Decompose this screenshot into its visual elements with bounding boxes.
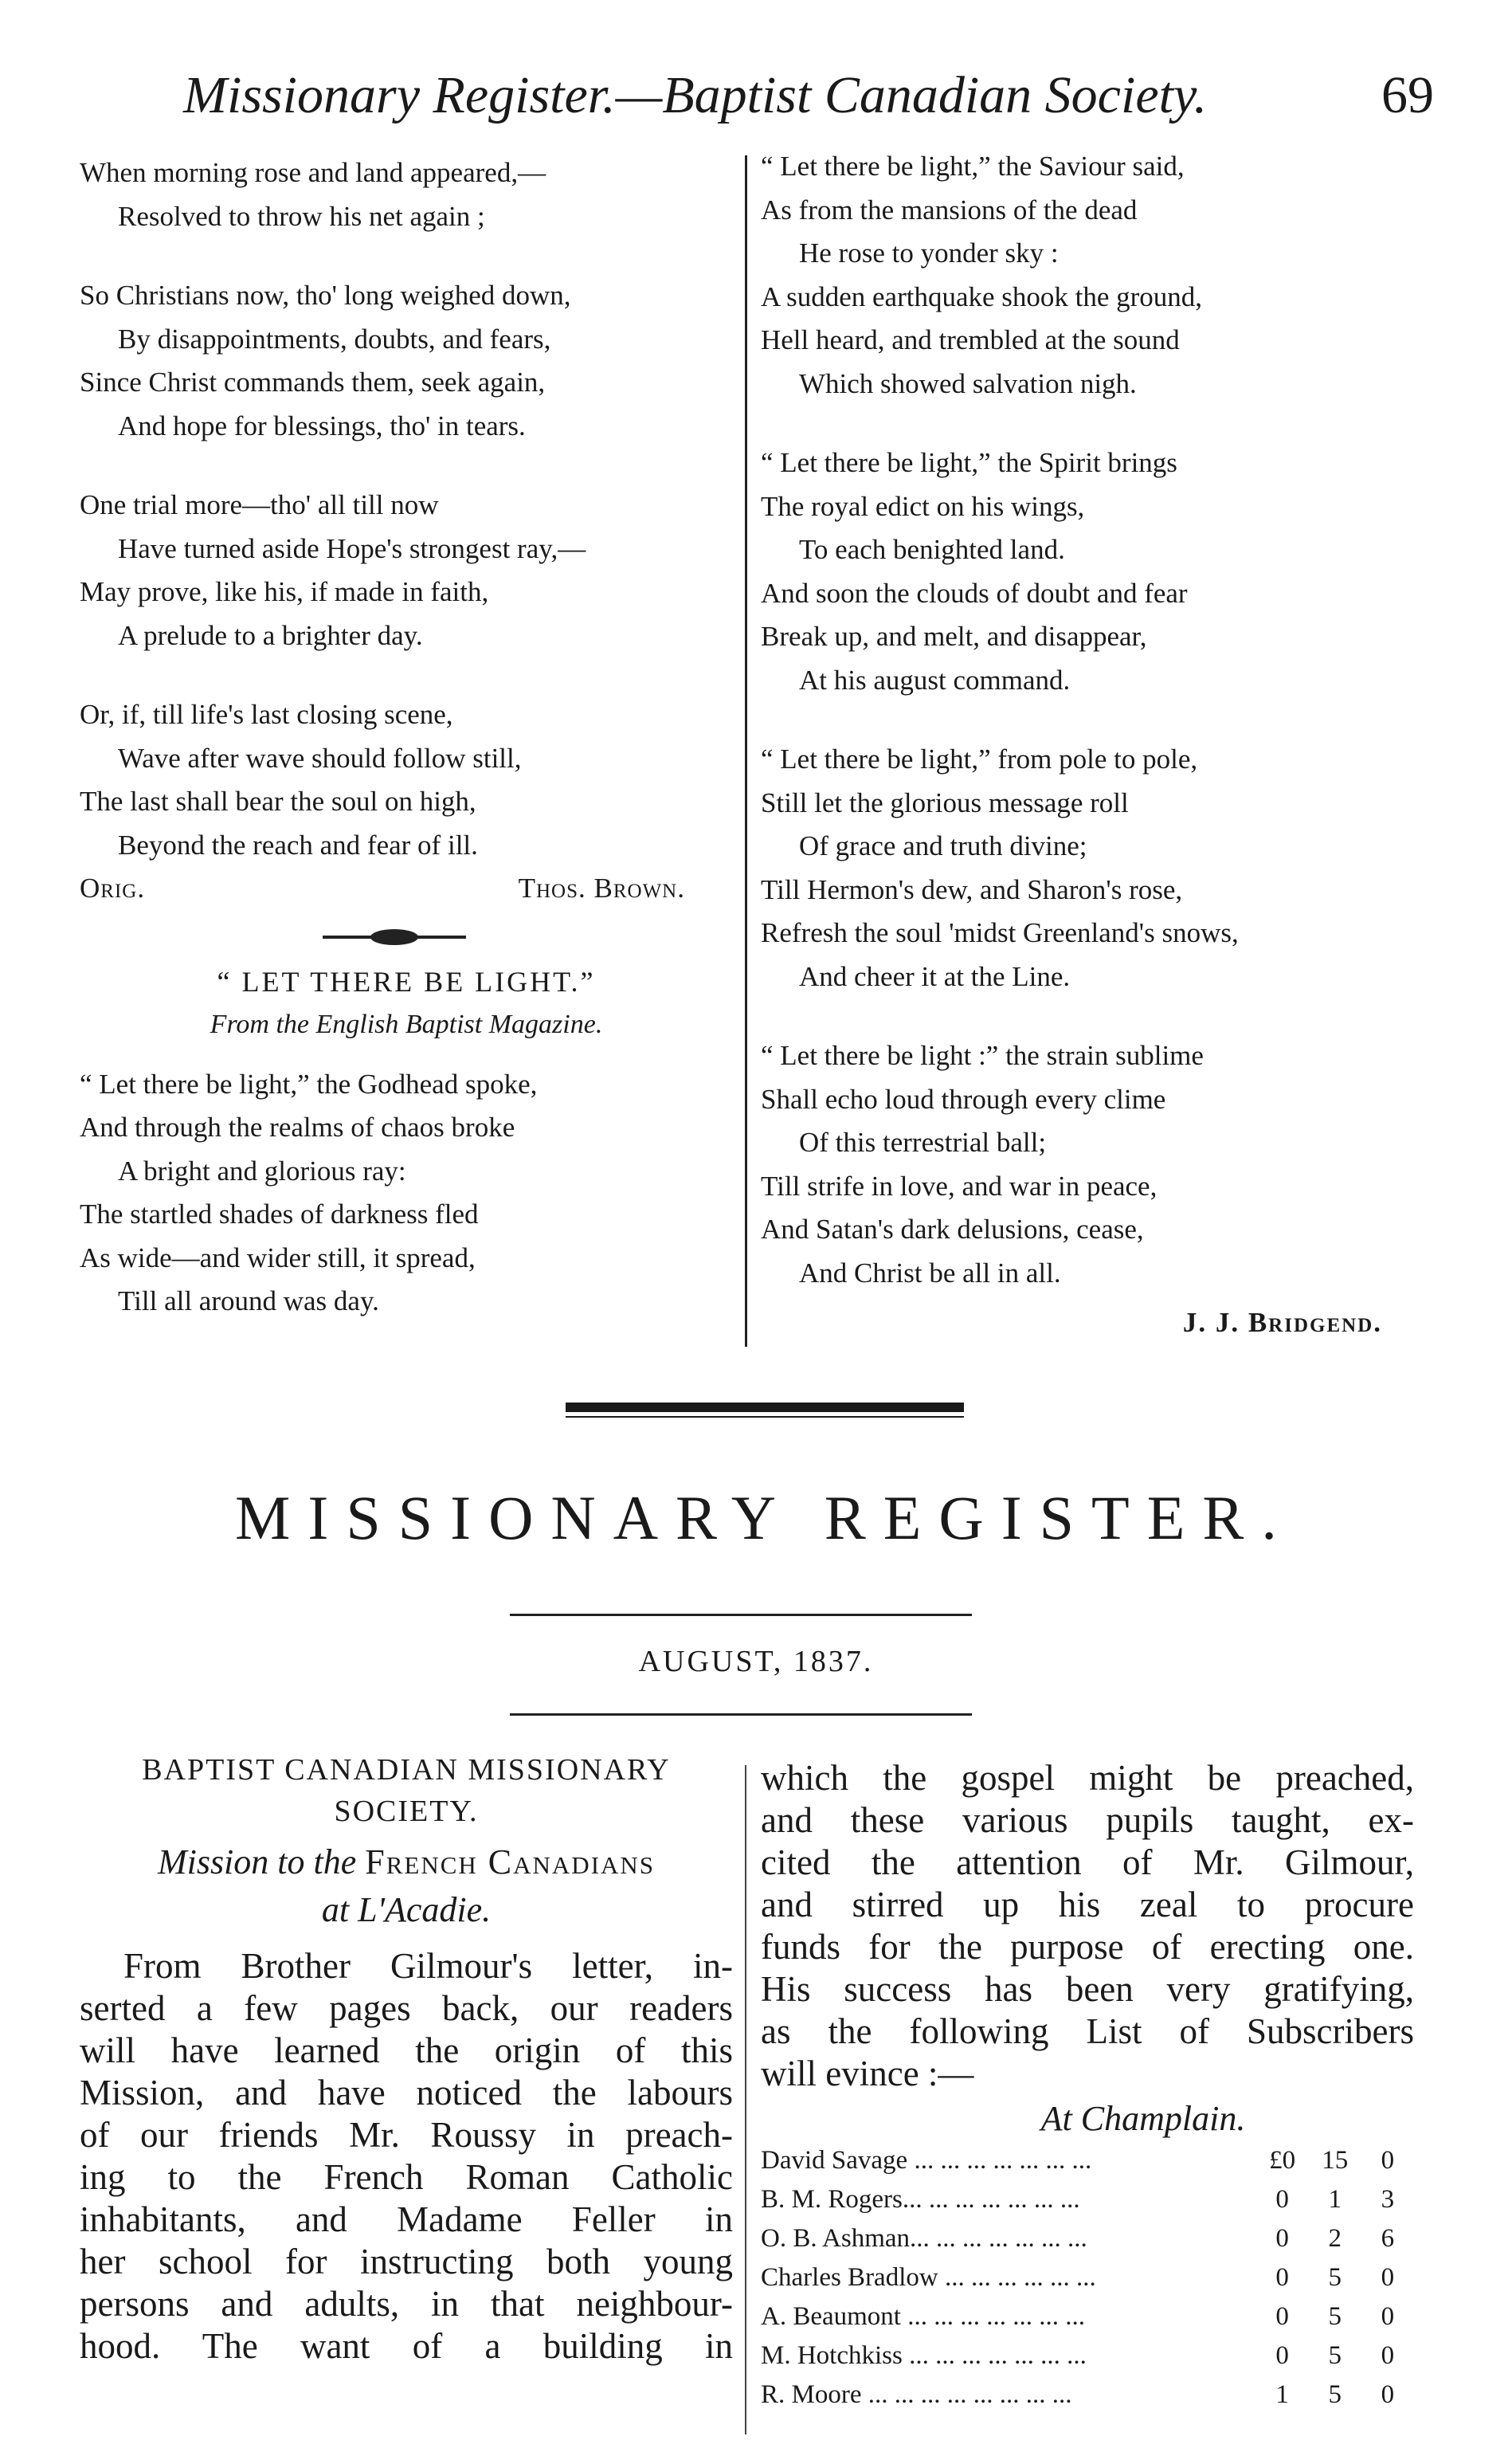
amount-pounds: 0 — [1275, 2302, 1289, 2331]
running-header — [183, 56, 1434, 135]
body-line: as the following List of Subscribers — [761, 2011, 1414, 2051]
table-row — [761, 2219, 1414, 2258]
article-subtitle-line: at L'Acadie. — [321, 1890, 492, 1929]
table-row — [761, 2297, 1414, 2336]
amount-pence: 0 — [1381, 2263, 1395, 2292]
amount-pence: 0 — [1381, 2341, 1395, 2370]
verse-line: A sudden earthquake shook the ground, — [761, 281, 1203, 312]
poem1-source: Orig. — [80, 873, 146, 904]
verse-line: “ Let there be light,” from pole to pole, — [761, 743, 1198, 775]
verse-line: Break up, and melt, and disappear, — [761, 621, 1147, 652]
verse-line: “ Let there be light,” the Godhead spoke, — [80, 1068, 538, 1100]
verse-line: As from the mansions of the dead — [761, 194, 1138, 226]
verse-line: Hell heard, and trembled at the sound — [761, 324, 1180, 355]
verse-line: May prove, like his, if made in faith, — [80, 576, 489, 607]
article-subtitle-line — [80, 1838, 733, 1886]
column-divider — [745, 155, 747, 1347]
verse-line: One trial more—tho' all till now — [80, 489, 439, 520]
verse-line: Which showed salvation nigh. — [799, 367, 1137, 399]
poem2-stanza — [80, 1063, 733, 1324]
subtitle-italic: Mission to the — [157, 1842, 357, 1881]
verse-line: And hope for blessings, tho' in tears. — [118, 410, 526, 441]
subtitle-caps: French Canadians — [365, 1842, 656, 1881]
poem1-stanza — [80, 693, 733, 867]
subscriber-name: B. M. Rogers... ... ... ... ... ... ... — [761, 2185, 1080, 2214]
poem1-stanza — [80, 274, 733, 448]
date-rule-top — [510, 1614, 972, 1616]
article-title-line: SOCIETY. — [334, 1795, 479, 1828]
article-column-left — [80, 1749, 733, 2368]
ornament-center — [370, 929, 418, 945]
verse-line: Or, if, till life's last closing scene, — [80, 699, 453, 730]
amount-shillings: 15 — [1322, 2146, 1349, 2175]
verse-line: He rose to yonder sky : — [799, 237, 1059, 269]
date-rule-bottom — [510, 1713, 972, 1716]
poem1-stanza — [80, 484, 733, 657]
amount-pence: 0 — [1381, 2146, 1395, 2175]
body-line: From Brother Gilmour's letter, in- — [123, 1946, 733, 1986]
body-line: which the gospel might be preached, — [761, 1758, 1414, 1798]
amount-shillings: 5 — [1328, 2263, 1342, 2292]
verse-line: So Christians now, tho' long weighed down, — [80, 280, 571, 311]
verse-line: The startled shades of darkness fled — [80, 1199, 479, 1230]
body-line: cited the attention of Mr. Gilmour, — [761, 1842, 1414, 1882]
subscriber-table — [761, 2141, 1414, 2415]
ornament-divider — [323, 928, 466, 946]
poem2-stanza — [761, 738, 1398, 998]
table-row — [761, 2375, 1414, 2415]
body-line: inhabitants, and Madame Feller in — [80, 2199, 733, 2239]
verse-line: And Christ be all in all. — [799, 1257, 1061, 1289]
body-line: will evince :— — [761, 2054, 974, 2093]
poem1-author: Thos. Brown. — [518, 873, 685, 904]
table-row — [761, 2141, 1414, 2180]
amount-pounds: 0 — [1275, 2341, 1289, 2370]
table-row — [761, 2336, 1414, 2375]
verse-line: Resolved to throw his net again ; — [118, 200, 485, 232]
amount-pounds: 0 — [1275, 2263, 1289, 2292]
article-column-right — [761, 1757, 1414, 2415]
poem1-signature — [80, 867, 685, 911]
amount-shillings: 1 — [1328, 2185, 1342, 2214]
body-line: His success has been very gratifying, — [761, 1969, 1414, 2009]
body-line: will have learned the origin of this — [80, 2030, 733, 2070]
verse-line: The last shall bear the soul on high, — [80, 786, 476, 817]
verse-line: A bright and glorious ray: — [118, 1155, 406, 1187]
verse-line: Of grace and truth divine; — [799, 830, 1087, 861]
body-line: serted a few pages back, our readers — [80, 1988, 733, 2028]
amount-pounds: 0 — [1275, 2224, 1289, 2253]
table-row — [761, 2180, 1414, 2219]
subscriber-name: Charles Bradlow ... ... ... ... ... ... — [761, 2263, 1096, 2292]
body-line: of our friends Mr. Roussy in preach- — [80, 2115, 733, 2155]
poem2-author: J. J. Bridgend. — [1182, 1307, 1382, 1338]
subscriber-list-heading: At Champlain. — [1040, 2099, 1246, 2138]
verse-line: Of this terrestrial ball; — [799, 1127, 1047, 1158]
verse-line: And Satan's dark delusions, cease, — [761, 1214, 1144, 1245]
poem1-stanza — [80, 151, 733, 238]
article-column-divider — [745, 1765, 746, 2434]
verse-line: Shall echo loud through every clime — [761, 1083, 1166, 1115]
article-body-right — [761, 1757, 1414, 2095]
amount-pounds: 1 — [1275, 2380, 1289, 2409]
body-line: hood. The want of a building in — [80, 2326, 733, 2366]
verse-line: Beyond the reach and fear of ill. — [118, 829, 478, 861]
verse-line: “ Let there be light :” the strain sublime — [761, 1040, 1204, 1071]
verse-line: And soon the clouds of doubt and fear — [761, 577, 1188, 609]
subscriber-name: A. Beaumont ... ... ... ... ... ... ... — [761, 2302, 1085, 2331]
body-line: her school for instructing both young — [80, 2242, 733, 2281]
article-title-line: BAPTIST CANADIAN MISSIONARY — [142, 1753, 671, 1787]
verse-line: Have turned aside Hope's strongest ray,— — [118, 532, 586, 564]
verse-line: Still let the glorious message roll — [761, 787, 1129, 818]
verse-line: When morning rose and land appeared,— — [80, 157, 546, 188]
article-subtitle — [80, 1838, 733, 1934]
verse-line: “ Let there be light,” the Saviour said, — [761, 151, 1185, 182]
verse-line: “ Let there be light,” the Spirit brings — [761, 447, 1177, 478]
verse-line: Till all around was day. — [118, 1285, 379, 1316]
subscriber-name: O. B. Ashman... ... ... ... ... ... ... — [761, 2224, 1087, 2253]
amount-shillings: 5 — [1328, 2380, 1342, 2409]
poem2-title: “ LET THERE BE LIGHT.” — [217, 965, 596, 998]
section-title: MISSIONARY REGISTER. — [235, 1483, 1295, 1552]
verse-line: By disappointments, doubts, and fears, — [118, 323, 551, 355]
subscriber-name: R. Moore ... ... ... ... ... ... ... ... — [761, 2380, 1072, 2409]
amount-pence: 0 — [1381, 2302, 1395, 2331]
verse-line: And through the realms of chaos broke — [80, 1112, 515, 1143]
body-line: Mission, and have noticed the labours — [80, 2073, 733, 2113]
verse-line: A prelude to a brighter day. — [118, 619, 423, 651]
amount-shillings: 5 — [1328, 2302, 1342, 2331]
running-title: Missionary Register.—Baptist Canadian Society. — [183, 66, 1208, 124]
verse-line: Till strife in love, and war in peace, — [761, 1170, 1158, 1202]
verse-line: Wave after wave should follow still, — [118, 742, 522, 774]
body-line: funds for the purpose of erecting one. — [761, 1927, 1414, 1967]
poem2-stanza — [761, 1034, 1398, 1295]
verse-line: To each benighted land. — [799, 534, 1065, 565]
page-number: 69 — [1381, 66, 1434, 124]
verse-line: Refresh the soul 'midst Greenland's snows, — [761, 917, 1239, 948]
subscriber-name: David Savage ... ... ... ... ... ... ... — [761, 2146, 1092, 2175]
poem-column-right — [761, 145, 1398, 1345]
verse-line: Till Hermon's dew, and Sharon's rose, — [761, 873, 1183, 905]
amount-pence: 6 — [1381, 2224, 1395, 2253]
section-rule-thick — [566, 1403, 964, 1412]
issue-date: AUGUST, 1837. — [638, 1645, 874, 1678]
subscriber-name: M. Hotchkiss ... ... ... ... ... ... ... — [761, 2341, 1087, 2370]
poem2-stanza — [761, 145, 1398, 406]
poem2-stanza — [761, 441, 1398, 702]
article-body-left — [80, 1945, 733, 2368]
amount-shillings: 2 — [1328, 2224, 1342, 2253]
amount-pounds: 0 — [1275, 2185, 1289, 2214]
body-line: and stirred up his zeal to procure — [761, 1885, 1414, 1924]
article-title — [80, 1749, 733, 1832]
section-rule-thin — [566, 1416, 964, 1418]
verse-line: As wide—and wider still, it spread, — [80, 1242, 476, 1273]
poem2-subtitle: From the English Baptist Magazine. — [210, 1010, 603, 1039]
amount-pence: 3 — [1381, 2185, 1395, 2214]
amount-pence: 0 — [1381, 2380, 1395, 2409]
amount-pounds: £0 — [1269, 2146, 1296, 2175]
body-line: ing to the French Roman Catholic — [80, 2157, 733, 2197]
amount-shillings: 5 — [1328, 2341, 1342, 2370]
verse-line: The royal edict on his wings, — [761, 490, 1085, 522]
subscriber-table-body — [761, 2141, 1414, 2415]
verse-line: And cheer it at the Line. — [799, 960, 1071, 992]
verse-line: Since Christ commands them, seek again, — [80, 367, 546, 398]
table-row — [761, 2258, 1414, 2297]
body-line: persons and adults, in that neighbour- — [80, 2284, 733, 2324]
body-line: and these various pupils taught, ex- — [761, 1800, 1414, 1840]
poem-column-left — [80, 151, 733, 1359]
verse-line: At his august command. — [799, 664, 1071, 696]
